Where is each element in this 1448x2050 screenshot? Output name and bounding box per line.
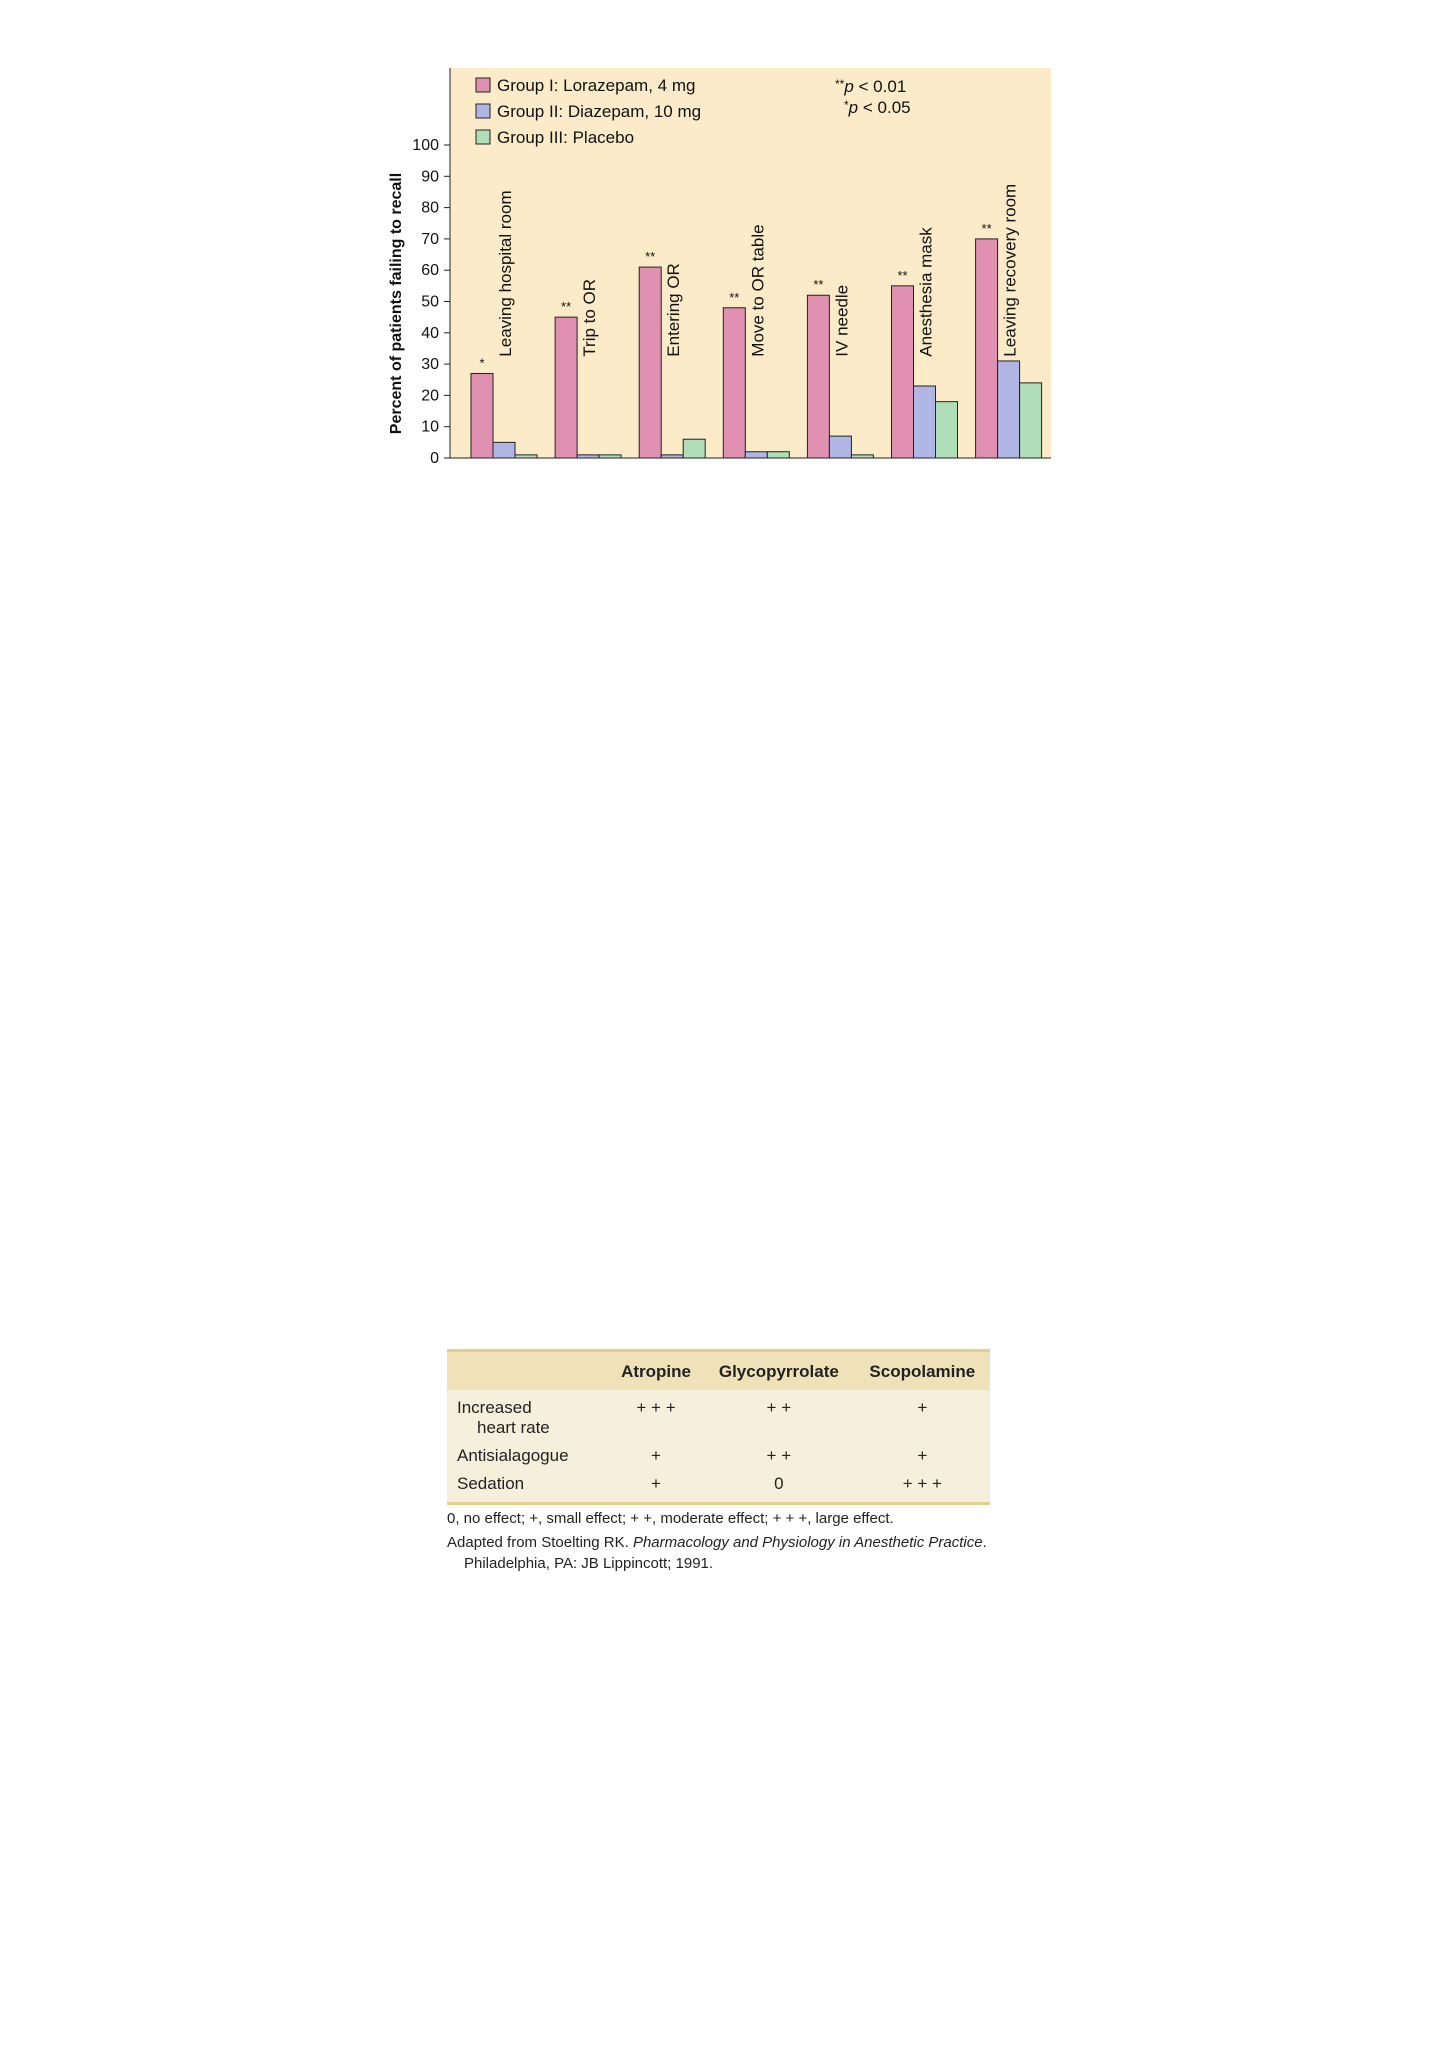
- bar: [515, 455, 537, 458]
- bar: [639, 267, 661, 458]
- bar: [914, 386, 936, 458]
- bar: [936, 402, 958, 458]
- anticholinergic-effects-table: [447, 1352, 990, 1502]
- y-axis-label: Percent of patients failing to recall: [388, 172, 405, 435]
- table-cell: + + +: [636, 1398, 676, 1417]
- category-label: Leaving recovery room: [1000, 183, 1020, 357]
- table-header-cell: Glycopyrrolate: [718, 1362, 839, 1381]
- y-tick-label: 90: [421, 168, 439, 186]
- table-cell: + + +: [902, 1474, 942, 1493]
- bar: [723, 308, 745, 458]
- legend-swatch: [476, 104, 490, 118]
- table-bottom-rule: [447, 1502, 990, 1505]
- bar: [892, 286, 914, 458]
- bar: [599, 455, 621, 458]
- y-tick-label: 30: [421, 356, 439, 374]
- category-label: Leaving hospital room: [496, 190, 515, 357]
- table-header-cell: [447, 1352, 609, 1390]
- y-tick-label: 60: [421, 262, 439, 280]
- row-label-line2: heart rate: [477, 1418, 550, 1437]
- bar: [661, 455, 683, 458]
- bar: [767, 452, 789, 458]
- y-tick-label: 20: [421, 387, 439, 405]
- row-label-line1: Increased: [457, 1398, 532, 1417]
- y-tick-label: 0: [430, 450, 439, 467]
- bar: [471, 373, 493, 458]
- legend-swatch: [476, 78, 490, 92]
- recall-bar-chart: [380, 60, 1060, 470]
- table-row-label: Sedation: [457, 1474, 525, 1493]
- table-cell: +: [917, 1446, 928, 1465]
- table-header-row: [447, 1352, 990, 1390]
- category-label: Trip to OR: [580, 278, 600, 357]
- significance-mark: **: [645, 249, 656, 265]
- category-label: Move to OR table: [748, 224, 768, 357]
- table-header-cell: Atropine: [621, 1362, 691, 1381]
- bar: [493, 442, 515, 458]
- source-prefix: Adapted from Stoelting RK.: [447, 1534, 633, 1551]
- legend-swatch: [476, 130, 490, 144]
- significance-mark: **: [897, 267, 908, 283]
- y-tick-label: 70: [421, 230, 439, 248]
- y-tick-label: 100: [412, 137, 439, 154]
- significance-mark: **: [981, 220, 992, 236]
- anticholinergic-table-panel: [447, 1349, 990, 1574]
- y-tick-label: 10: [421, 418, 439, 436]
- bar: [976, 239, 998, 458]
- table-row-label: [447, 1390, 609, 1442]
- significance-legend: *p < 0.05: [844, 98, 911, 117]
- table-cell: + +: [766, 1398, 792, 1417]
- bar: [998, 361, 1020, 458]
- significance-mark: **: [729, 289, 740, 305]
- category-label: Anesthesia mask: [916, 227, 936, 357]
- table-cell: + +: [766, 1446, 792, 1465]
- table-cell: +: [651, 1474, 661, 1493]
- significance-mark: *: [479, 355, 485, 371]
- table-cell: +: [651, 1446, 661, 1465]
- table-cell: 0: [774, 1474, 784, 1493]
- chart-svg: [380, 60, 1060, 470]
- table-row: [447, 1442, 990, 1470]
- legend-label: Group III: Placebo: [497, 128, 635, 147]
- table-row: [447, 1390, 990, 1442]
- legend-label: Group II: Diazepam, 10 mg: [497, 102, 702, 121]
- table-source: [447, 1532, 990, 1574]
- bar: [683, 439, 705, 458]
- significance-mark: **: [561, 299, 572, 315]
- bar: [807, 295, 829, 458]
- category-label: IV needle: [832, 284, 852, 357]
- y-tick-label: 80: [421, 199, 439, 217]
- bar: [555, 317, 577, 458]
- table-header-cell: Scopolamine: [869, 1362, 976, 1381]
- table-row-label: Antisialagogue: [457, 1446, 569, 1465]
- significance-legend: **p < 0.01: [835, 77, 907, 96]
- bar: [851, 455, 873, 458]
- bar: [745, 452, 767, 458]
- bar: [1020, 383, 1042, 458]
- source-title: Pharmacology and Physiology in Anesthetic Practice: [632, 1534, 983, 1551]
- table-footnote: 0, no effect; +, small effect; + +, moderate effect; + + +, large effect.: [447, 1510, 894, 1527]
- table-cell: +: [917, 1398, 928, 1417]
- legend-label: Group I: Lorazepam, 4 mg: [497, 76, 696, 95]
- source-suffix: . Philadelphia, PA: JB Lippincott; 1991.: [464, 1534, 987, 1572]
- bar: [577, 455, 599, 458]
- y-tick-label: 40: [421, 324, 439, 342]
- significance-mark: **: [813, 277, 824, 293]
- bar: [829, 436, 851, 458]
- y-tick-label: 50: [421, 293, 439, 311]
- category-label: Entering OR: [664, 263, 684, 357]
- table-row: [447, 1470, 990, 1502]
